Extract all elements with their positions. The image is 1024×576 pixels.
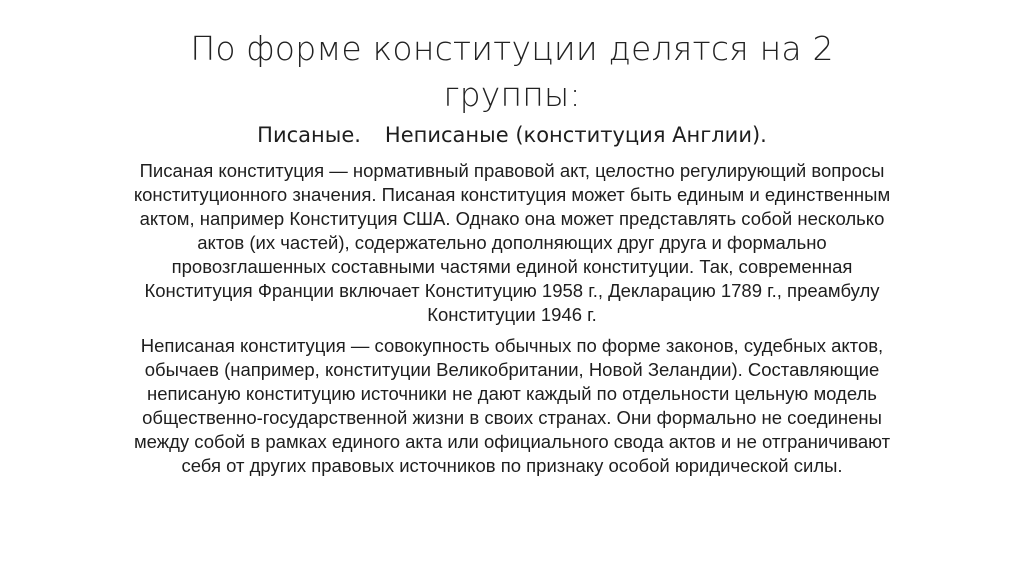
subtitle-written: Писаные.: [257, 123, 361, 147]
subtitle-unwritten: Неписаные (конституция Англии).: [384, 123, 767, 147]
paragraph-written-constitution: Писаная конституция — нормативный правовой акт, целостно регулирующий вопросы конституционного значения. Писаная конституция может быть единым и единственным актом, например Конституция США. Однако она может представлять собой несколько актов (их частей), содержательно дополняющих друг друга и формально провозглашенных составными частями единой конституции. Так, современная Конституция Франции включает Конституцию 1958 г., Декларацию 1789 г., преамбулу Конституции 1946 г.: [133, 160, 891, 325]
paragraph-unwritten-constitution: Неписаная конституция — совокупность обычных по форме законов, судебных актов, обычаев (например, конституции Великобритании, Новой Зеландии). Составляющие неписаную конституцию источники не дают каждый по отдельности цельную модель общественно-государственной жизни в своих странах. Они формально не соединены между собой в рамках единого акта или официального свода актов и не отграничивают себя от других правовых источников по признаку особой юридической силы.: [133, 335, 891, 476]
slide-subtitle: [120, 120, 904, 150]
slide-title: По форме конституции делятся на 2 группы:: [190, 29, 834, 114]
